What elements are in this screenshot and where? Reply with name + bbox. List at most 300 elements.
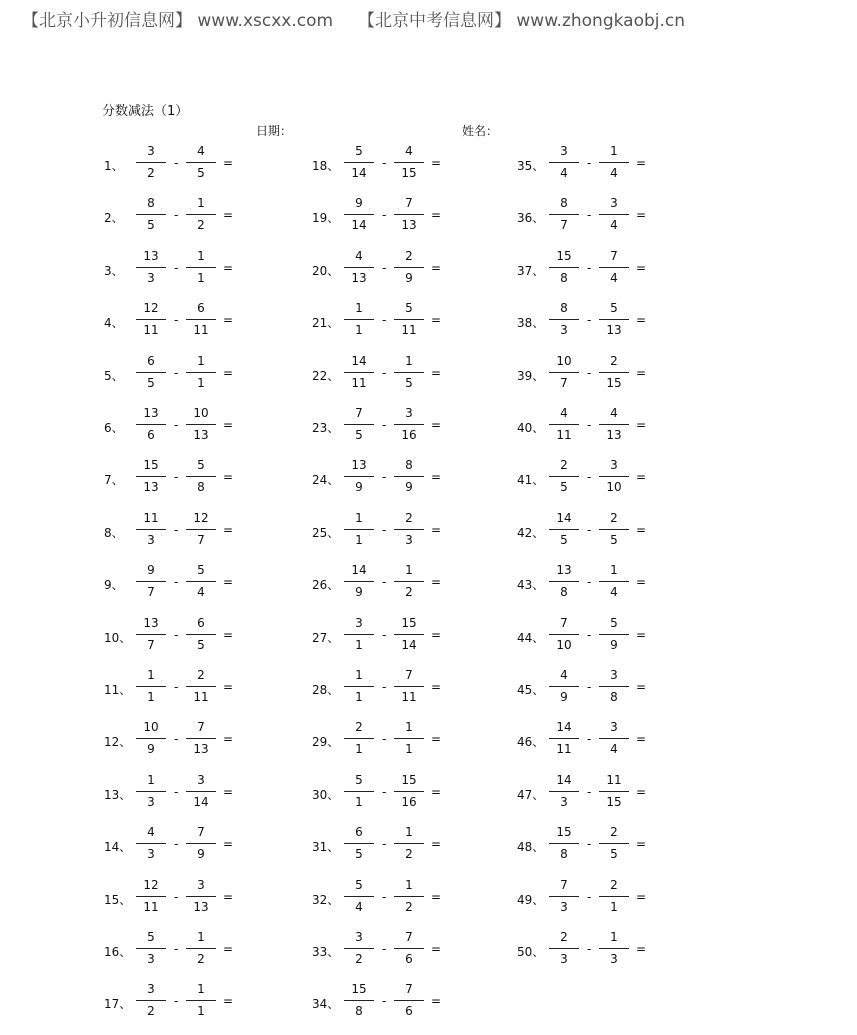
fraction-bar bbox=[599, 843, 629, 844]
equals-sign: = bbox=[223, 208, 234, 223]
minuend-fraction bbox=[549, 248, 579, 287]
equals-sign: = bbox=[431, 470, 442, 485]
subtrahend-fraction bbox=[186, 562, 216, 601]
minus-sign: - bbox=[174, 365, 179, 380]
numerator: 13 bbox=[556, 563, 572, 578]
denominator: 14 bbox=[351, 218, 367, 233]
numerator: 10 bbox=[193, 406, 209, 420]
subtrahend-fraction bbox=[599, 457, 629, 496]
subtrahend-fraction bbox=[186, 195, 216, 234]
numerator: 10 bbox=[556, 353, 572, 368]
problem-number: 23、 bbox=[312, 421, 340, 435]
fraction-bar bbox=[394, 896, 424, 897]
numerator: 4 bbox=[560, 668, 568, 682]
minuend-fraction bbox=[344, 510, 374, 549]
fraction-bar bbox=[186, 948, 216, 949]
site-link-xscxx[interactable]: 【北京小升初信息网】 www.xscxx.com bbox=[22, 11, 334, 31]
problem-item bbox=[517, 300, 697, 344]
minus-sign: - bbox=[174, 313, 179, 328]
fraction-bar bbox=[136, 581, 166, 582]
problem-number: 7、 bbox=[104, 473, 124, 488]
denominator: 5 bbox=[610, 532, 618, 547]
numerator: 4 bbox=[610, 406, 618, 420]
fraction-bar bbox=[136, 634, 166, 635]
fraction-bar bbox=[549, 529, 579, 530]
numerator: 13 bbox=[143, 615, 159, 630]
numerator: 5 bbox=[147, 930, 155, 944]
fraction-bar bbox=[599, 214, 629, 215]
subtrahend-fraction bbox=[599, 667, 629, 706]
fraction-bar bbox=[549, 424, 579, 425]
numerator: 1 bbox=[147, 668, 155, 682]
subtrahend-fraction bbox=[394, 615, 424, 654]
fraction-bar bbox=[549, 162, 579, 163]
equals-sign: = bbox=[636, 260, 647, 275]
problem-number: 19、 bbox=[312, 211, 340, 226]
denominator: 3 bbox=[560, 952, 568, 966]
minuend-fraction bbox=[344, 405, 374, 444]
denominator: 1 bbox=[197, 1004, 205, 1019]
subtrahend-fraction bbox=[394, 457, 424, 496]
numerator: 7 bbox=[560, 877, 568, 892]
fraction-bar bbox=[394, 529, 424, 530]
equals-sign: = bbox=[223, 575, 234, 590]
subtrahend-fraction bbox=[186, 143, 216, 182]
equals-sign: = bbox=[223, 418, 234, 432]
denominator: 7 bbox=[560, 218, 568, 233]
numerator: 12 bbox=[193, 510, 209, 525]
equals-sign: = bbox=[636, 156, 647, 170]
denominator: 13 bbox=[193, 428, 209, 442]
site-header bbox=[22, 6, 857, 30]
numerator: 1 bbox=[197, 196, 205, 211]
subtrahend-fraction bbox=[394, 248, 424, 287]
problem-item bbox=[517, 248, 697, 292]
numerator: 4 bbox=[355, 248, 363, 263]
minus-sign: - bbox=[587, 418, 592, 432]
denominator: 10 bbox=[556, 637, 572, 652]
numerator: 5 bbox=[355, 144, 363, 158]
numerator: 8 bbox=[405, 458, 413, 473]
fraction-bar bbox=[344, 634, 374, 635]
problem-item bbox=[312, 457, 492, 501]
numerator: 2 bbox=[610, 510, 618, 525]
equals-sign: = bbox=[636, 418, 647, 432]
denominator: 3 bbox=[147, 532, 155, 547]
subtrahend-fraction bbox=[394, 824, 424, 863]
denominator: 2 bbox=[147, 1004, 155, 1019]
minuend-fraction bbox=[549, 195, 579, 234]
problem-item bbox=[312, 981, 492, 1025]
minuend-fraction bbox=[549, 772, 579, 811]
minus-sign: - bbox=[174, 889, 179, 904]
denominator: 4 bbox=[610, 166, 618, 180]
denominator: 9 bbox=[355, 480, 363, 495]
minuend-fraction bbox=[136, 195, 166, 234]
equals-sign: = bbox=[636, 732, 647, 747]
minuend-fraction bbox=[549, 719, 579, 758]
numerator: 6 bbox=[355, 825, 363, 840]
subtrahend-fraction bbox=[394, 562, 424, 601]
denominator: 16 bbox=[401, 794, 417, 809]
equals-sign: = bbox=[223, 365, 234, 380]
minus-sign: - bbox=[174, 732, 179, 747]
numerator: 13 bbox=[143, 406, 159, 420]
subtrahend-fraction bbox=[599, 772, 629, 811]
numerator: 3 bbox=[355, 615, 363, 630]
minus-sign: - bbox=[382, 575, 387, 590]
numerator: 1 bbox=[147, 772, 155, 787]
fraction-bar bbox=[549, 843, 579, 844]
problem-item bbox=[517, 405, 697, 449]
subtrahend-fraction bbox=[599, 248, 629, 287]
minuend-fraction bbox=[136, 981, 166, 1020]
minus-sign: - bbox=[587, 942, 592, 956]
numerator: 1 bbox=[197, 248, 205, 263]
problem-item bbox=[517, 143, 697, 187]
numerator: 7 bbox=[197, 825, 205, 840]
problem-item bbox=[104, 300, 284, 344]
minuend-fraction bbox=[549, 510, 579, 549]
numerator: 3 bbox=[197, 877, 205, 892]
subtrahend-fraction bbox=[186, 353, 216, 392]
denominator: 1 bbox=[355, 323, 363, 338]
equals-sign: = bbox=[223, 627, 234, 642]
fraction-bar bbox=[599, 319, 629, 320]
minus-sign: - bbox=[382, 365, 387, 380]
subtrahend-fraction bbox=[186, 615, 216, 654]
numerator: 3 bbox=[560, 144, 568, 158]
subtrahend-fraction bbox=[599, 353, 629, 392]
numerator: 8 bbox=[560, 301, 568, 316]
minus-sign: - bbox=[587, 260, 592, 275]
problem-number: 10、 bbox=[104, 630, 132, 645]
minus-sign: - bbox=[587, 627, 592, 642]
problem-item bbox=[104, 143, 284, 187]
numerator: 1 bbox=[405, 720, 413, 735]
numerator: 4 bbox=[147, 825, 155, 840]
minuend-fraction bbox=[136, 877, 166, 916]
numerator: 1 bbox=[355, 301, 363, 316]
fraction-bar bbox=[599, 634, 629, 635]
problem-item bbox=[517, 457, 697, 501]
denominator: 11 bbox=[193, 690, 209, 704]
problem-number: 47、 bbox=[517, 787, 545, 802]
fraction-bar bbox=[549, 738, 579, 739]
equals-sign: = bbox=[223, 732, 234, 747]
denominator: 8 bbox=[610, 690, 618, 704]
denominator: 1 bbox=[197, 375, 205, 390]
problem-number: 37、 bbox=[517, 263, 545, 278]
denominator: 6 bbox=[147, 428, 155, 442]
minus-sign: - bbox=[587, 784, 592, 799]
fraction-bar bbox=[186, 267, 216, 268]
minus-sign: - bbox=[587, 889, 592, 904]
equals-sign: = bbox=[223, 994, 234, 1009]
denominator: 14 bbox=[401, 637, 417, 652]
minuend-fraction bbox=[344, 353, 374, 392]
denominator: 5 bbox=[147, 218, 155, 233]
denominator: 7 bbox=[197, 532, 205, 547]
numerator: 15 bbox=[143, 458, 159, 473]
minuend-fraction bbox=[136, 457, 166, 496]
minuend-fraction bbox=[344, 981, 374, 1020]
problem-number: 42、 bbox=[517, 525, 545, 540]
denominator: 7 bbox=[147, 585, 155, 600]
problem-number: 50、 bbox=[517, 945, 545, 959]
minus-sign: - bbox=[174, 942, 179, 956]
problem-item bbox=[517, 615, 697, 659]
fraction-bar bbox=[186, 319, 216, 320]
problem-number: 27、 bbox=[312, 630, 340, 645]
problem-item bbox=[104, 615, 284, 659]
problem-item bbox=[104, 667, 284, 711]
equals-sign: = bbox=[223, 522, 234, 537]
denominator: 1 bbox=[610, 899, 618, 914]
equals-sign: = bbox=[431, 575, 442, 590]
denominator: 4 bbox=[197, 585, 205, 600]
minuend-fraction bbox=[136, 562, 166, 601]
fraction-bar bbox=[344, 896, 374, 897]
numerator: 2 bbox=[610, 353, 618, 368]
denominator: 11 bbox=[351, 375, 367, 390]
problem-number: 12、 bbox=[104, 735, 132, 750]
denominator: 9 bbox=[355, 585, 363, 600]
subtrahend-fraction bbox=[394, 667, 424, 706]
minus-sign: - bbox=[174, 994, 179, 1009]
numerator: 4 bbox=[405, 144, 413, 158]
minus-sign: - bbox=[587, 522, 592, 537]
minuend-fraction bbox=[549, 929, 579, 968]
denominator: 4 bbox=[610, 270, 618, 285]
minuend-fraction bbox=[549, 562, 579, 601]
minuend-fraction bbox=[549, 457, 579, 496]
equals-sign: = bbox=[636, 522, 647, 537]
equals-sign: = bbox=[636, 365, 647, 380]
problem-item bbox=[312, 405, 492, 449]
numerator: 6 bbox=[197, 615, 205, 630]
denominator: 15 bbox=[606, 375, 622, 390]
denominator: 2 bbox=[405, 899, 413, 914]
subtrahend-fraction bbox=[599, 405, 629, 444]
numerator: 5 bbox=[197, 458, 205, 473]
minuend-fraction bbox=[136, 929, 166, 968]
minuend-fraction bbox=[344, 457, 374, 496]
minus-sign: - bbox=[587, 732, 592, 747]
denominator: 16 bbox=[401, 428, 417, 442]
numerator: 3 bbox=[610, 668, 618, 682]
minus-sign: - bbox=[174, 470, 179, 485]
numerator: 3 bbox=[405, 406, 413, 420]
denominator: 1 bbox=[405, 742, 413, 757]
denominator: 9 bbox=[405, 270, 413, 285]
fraction-bar bbox=[136, 948, 166, 949]
problem-item bbox=[312, 248, 492, 292]
denominator: 9 bbox=[197, 847, 205, 862]
equals-sign: = bbox=[636, 313, 647, 328]
problem-number: 20、 bbox=[312, 263, 340, 278]
numerator: 1 bbox=[610, 144, 618, 158]
fraction-bar bbox=[136, 686, 166, 687]
fraction-bar bbox=[136, 791, 166, 792]
fraction-bar bbox=[599, 581, 629, 582]
problem-item bbox=[517, 929, 697, 973]
minuend-fraction bbox=[549, 667, 579, 706]
equals-sign: = bbox=[431, 418, 442, 432]
equals-sign: = bbox=[431, 522, 442, 537]
fraction-bar bbox=[186, 686, 216, 687]
subtrahend-fraction bbox=[394, 405, 424, 444]
minus-sign: - bbox=[174, 575, 179, 590]
fraction-bar bbox=[186, 634, 216, 635]
numerator: 8 bbox=[560, 196, 568, 211]
denominator: 2 bbox=[197, 952, 205, 966]
numerator: 10 bbox=[143, 720, 159, 735]
numerator: 14 bbox=[556, 772, 572, 787]
subtrahend-fraction bbox=[599, 929, 629, 968]
fraction-bar bbox=[136, 424, 166, 425]
equals-sign: = bbox=[636, 680, 647, 694]
numerator: 1 bbox=[405, 353, 413, 368]
numerator: 7 bbox=[197, 720, 205, 735]
site-link-zhongkaobj[interactable]: 【北京中考信息网】 www.zhongkaobj.cn bbox=[358, 11, 686, 31]
numerator: 5 bbox=[610, 615, 618, 630]
numerator: 1 bbox=[355, 668, 363, 682]
minus-sign: - bbox=[587, 156, 592, 170]
problem-number: 30、 bbox=[312, 787, 340, 802]
numerator: 2 bbox=[610, 825, 618, 840]
subtrahend-fraction bbox=[394, 300, 424, 339]
numerator: 15 bbox=[401, 772, 417, 787]
minuend-fraction bbox=[136, 300, 166, 339]
numerator: 4 bbox=[197, 144, 205, 158]
minus-sign: - bbox=[587, 365, 592, 380]
minuend-fraction bbox=[549, 353, 579, 392]
subtrahend-fraction bbox=[186, 929, 216, 968]
minus-sign: - bbox=[174, 784, 179, 799]
problem-item bbox=[312, 667, 492, 711]
numerator: 2 bbox=[355, 720, 363, 735]
problem-number: 31、 bbox=[312, 840, 340, 855]
denominator: 3 bbox=[147, 794, 155, 809]
numerator: 5 bbox=[355, 772, 363, 787]
fraction-bar bbox=[136, 267, 166, 268]
fraction-bar bbox=[136, 319, 166, 320]
subtrahend-fraction bbox=[186, 981, 216, 1020]
denominator: 11 bbox=[193, 323, 209, 338]
denominator: 1 bbox=[355, 690, 363, 704]
numerator: 2 bbox=[197, 668, 205, 682]
denominator: 4 bbox=[610, 742, 618, 757]
problem-item bbox=[312, 615, 492, 659]
subtrahend-fraction bbox=[394, 719, 424, 758]
fraction-bar bbox=[394, 843, 424, 844]
denominator: 8 bbox=[197, 480, 205, 495]
minuend-fraction bbox=[549, 405, 579, 444]
problem-number: 8、 bbox=[104, 525, 124, 540]
denominator: 2 bbox=[405, 847, 413, 862]
fraction-bar bbox=[344, 267, 374, 268]
problem-item bbox=[312, 929, 492, 973]
problem-number: 49、 bbox=[517, 892, 545, 907]
fraction-bar bbox=[186, 476, 216, 477]
fraction-bar bbox=[549, 686, 579, 687]
denominator: 11 bbox=[143, 323, 159, 338]
fraction-bar bbox=[599, 267, 629, 268]
fraction-bar bbox=[136, 372, 166, 373]
fraction-bar bbox=[549, 267, 579, 268]
numerator: 3 bbox=[147, 144, 155, 158]
subtrahend-fraction bbox=[599, 824, 629, 863]
denominator: 5 bbox=[147, 375, 155, 390]
numerator: 4 bbox=[560, 406, 568, 420]
minus-sign: - bbox=[174, 260, 179, 275]
denominator: 8 bbox=[560, 847, 568, 862]
numerator: 15 bbox=[401, 615, 417, 630]
numerator: 2 bbox=[560, 930, 568, 944]
numerator: 6 bbox=[197, 301, 205, 316]
denominator: 13 bbox=[401, 218, 417, 233]
problem-item bbox=[517, 353, 697, 397]
minuend-fraction bbox=[136, 667, 166, 706]
numerator: 9 bbox=[355, 196, 363, 211]
problem-number: 36、 bbox=[517, 211, 545, 226]
denominator: 11 bbox=[143, 899, 159, 914]
denominator: 14 bbox=[193, 794, 209, 809]
problem-item bbox=[104, 719, 284, 763]
equals-sign: = bbox=[223, 260, 234, 275]
minus-sign: - bbox=[174, 418, 179, 432]
minuend-fraction bbox=[344, 143, 374, 182]
fraction-bar bbox=[186, 162, 216, 163]
fraction-bar bbox=[394, 372, 424, 373]
fraction-bar bbox=[549, 372, 579, 373]
numerator: 5 bbox=[405, 301, 413, 316]
denominator: 7 bbox=[560, 375, 568, 390]
minuend-fraction bbox=[549, 877, 579, 916]
problem-number: 38、 bbox=[517, 316, 545, 331]
denominator: 2 bbox=[197, 218, 205, 233]
numerator: 2 bbox=[560, 458, 568, 473]
fraction-bar bbox=[599, 529, 629, 530]
fraction-bar bbox=[186, 1000, 216, 1001]
numerator: 7 bbox=[355, 406, 363, 420]
problem-number: 24、 bbox=[312, 473, 340, 488]
problem-item bbox=[104, 877, 284, 921]
numerator: 11 bbox=[606, 772, 622, 787]
fraction-bar bbox=[344, 1000, 374, 1001]
denominator: 3 bbox=[610, 952, 618, 966]
subtrahend-fraction bbox=[186, 300, 216, 339]
denominator: 4 bbox=[610, 218, 618, 233]
numerator: 3 bbox=[355, 930, 363, 944]
equals-sign: = bbox=[431, 680, 442, 694]
problem-number: 2、 bbox=[104, 211, 124, 226]
fraction-bar bbox=[344, 686, 374, 687]
fraction-bar bbox=[186, 738, 216, 739]
minus-sign: - bbox=[382, 156, 387, 170]
subtrahend-fraction bbox=[186, 248, 216, 287]
denominator: 2 bbox=[355, 952, 363, 966]
problem-item bbox=[104, 824, 284, 868]
equals-sign: = bbox=[636, 208, 647, 223]
problem-item bbox=[517, 195, 697, 239]
numerator: 7 bbox=[560, 615, 568, 630]
subtrahend-fraction bbox=[186, 405, 216, 444]
fraction-bar bbox=[394, 791, 424, 792]
denominator: 9 bbox=[560, 690, 568, 704]
minus-sign: - bbox=[587, 680, 592, 694]
